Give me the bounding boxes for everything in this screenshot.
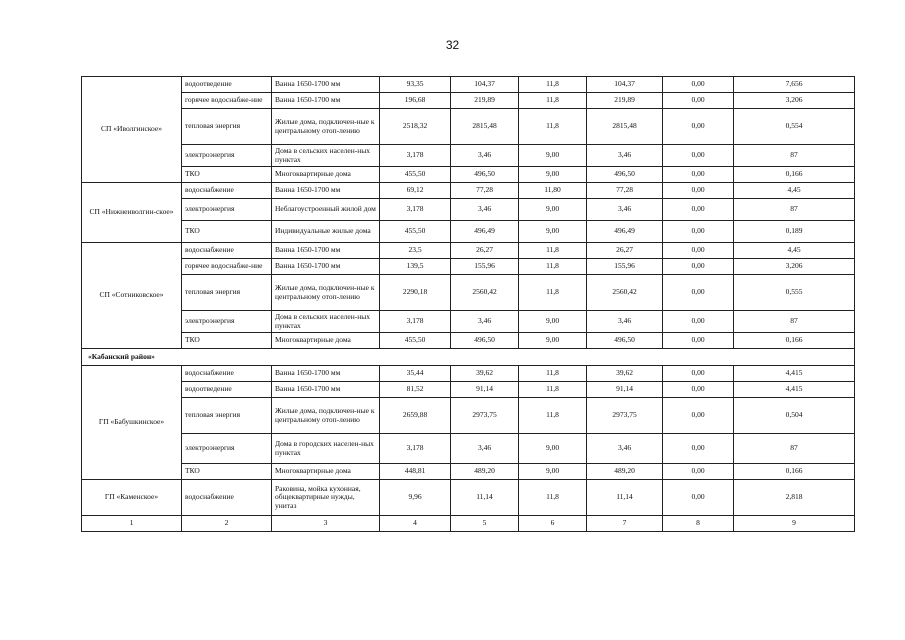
value-cell-v5: 2973,75 [451,398,519,434]
service-cell: водоснабжение [182,480,272,516]
table-row [82,221,855,243]
value-cell-v8: 0,00 [663,145,734,167]
value-cell-v8: 0,00 [663,199,734,221]
value-cell-v5: 26,27 [451,243,519,259]
table-row [82,398,855,434]
consumer-cell: Многоквартирные дома [272,464,380,480]
value-cell-v7: 91,14 [587,382,663,398]
value-cell-v7: 3,46 [587,311,663,333]
table-row [82,275,855,311]
value-cell-v7: 3,46 [587,199,663,221]
column-number-cell: 1 [82,516,182,532]
consumer-cell: Многоквартирные дома [272,167,380,183]
value-cell-v6: 11,8 [519,243,587,259]
value-cell-v8: 0,00 [663,333,734,349]
value-cell-v8: 0,00 [663,221,734,243]
service-cell: горячее водоснабже-ние [182,93,272,109]
tariff-table [81,76,855,532]
service-cell: электроэнергия [182,199,272,221]
table-row [82,311,855,333]
value-cell-v4: 3,178 [380,199,451,221]
value-cell-v8: 0,00 [663,366,734,382]
value-cell-v5: 104,37 [451,77,519,93]
value-cell-v6: 11,8 [519,77,587,93]
service-cell: водоснабжение [182,366,272,382]
value-cell-v8: 0,00 [663,480,734,516]
service-cell: ТКО [182,167,272,183]
value-cell-v8: 0,00 [663,77,734,93]
value-cell-v9: 87 [734,311,855,333]
value-cell-v6: 11,8 [519,366,587,382]
value-cell-v9: 0,166 [734,333,855,349]
settlement-cell: ГП «Каменское» [82,480,182,516]
value-cell-v4: 2518,32 [380,109,451,145]
settlement-cell: СП «Иволгинское» [82,77,182,183]
consumer-cell: Индивидуальные жилые дома [272,221,380,243]
table-row [82,93,855,109]
value-cell-v9: 4,45 [734,183,855,199]
service-cell: ТКО [182,464,272,480]
value-cell-v6: 9,00 [519,167,587,183]
table-row [82,167,855,183]
value-cell-v8: 0,00 [663,243,734,259]
value-cell-v8: 0,00 [663,464,734,480]
value-cell-v5: 489,20 [451,464,519,480]
value-cell-v5: 496,49 [451,221,519,243]
table-row [82,199,855,221]
value-cell-v9: 87 [734,199,855,221]
value-cell-v6: 9,00 [519,221,587,243]
value-cell-v9: 2,818 [734,480,855,516]
value-cell-v4: 455,50 [380,333,451,349]
value-cell-v7: 2815,48 [587,109,663,145]
value-cell-v7: 219,89 [587,93,663,109]
value-cell-v4: 196,68 [380,93,451,109]
value-cell-v4: 93,35 [380,77,451,93]
value-cell-v5: 2560,42 [451,275,519,311]
value-cell-v5: 2815,48 [451,109,519,145]
value-cell-v8: 0,00 [663,109,734,145]
settlement-cell: СП «Сотниковское» [82,243,182,349]
value-cell-v9: 0,555 [734,275,855,311]
value-cell-v4: 3,178 [380,311,451,333]
value-cell-v6: 11,8 [519,480,587,516]
consumer-cell: Ванна 1650-1700 мм [272,366,380,382]
consumer-cell: Ванна 1650-1700 мм [272,382,380,398]
section-row [82,349,855,366]
value-cell-v9: 4,45 [734,243,855,259]
value-cell-v4: 23,5 [380,243,451,259]
value-cell-v7: 77,28 [587,183,663,199]
value-cell-v5: 77,28 [451,183,519,199]
value-cell-v5: 3,46 [451,434,519,464]
consumer-cell: Раковина, мойка кухонная, общеквартирные нужды, унитаз [272,480,380,516]
value-cell-v5: 155,96 [451,259,519,275]
value-cell-v4: 35,44 [380,366,451,382]
consumer-cell: Ванна 1650-1700 мм [272,183,380,199]
value-cell-v6: 9,00 [519,145,587,167]
value-cell-v4: 9,96 [380,480,451,516]
value-cell-v6: 11,8 [519,398,587,434]
table-row [82,259,855,275]
column-number-cell: 4 [380,516,451,532]
table-row [82,366,855,382]
consumer-cell: Ванна 1650-1700 мм [272,77,380,93]
table-row [82,109,855,145]
value-cell-v8: 0,00 [663,183,734,199]
value-cell-v9: 4,415 [734,382,855,398]
value-cell-v7: 39,62 [587,366,663,382]
service-cell: тепловая энергия [182,109,272,145]
service-cell: водоснабжение [182,243,272,259]
service-cell: водоотведение [182,77,272,93]
table-row [82,464,855,480]
service-cell: водоотведение [182,382,272,398]
value-cell-v7: 3,46 [587,434,663,464]
value-cell-v5: 11,14 [451,480,519,516]
value-cell-v9: 4,415 [734,366,855,382]
value-cell-v6: 9,00 [519,333,587,349]
value-cell-v8: 0,00 [663,434,734,464]
table-row [82,333,855,349]
service-cell: ТКО [182,333,272,349]
consumer-cell: Дома в сельских населен-ных пунктах [272,145,380,167]
value-cell-v6: 11,8 [519,109,587,145]
section-title: «Кабанский район» [82,349,855,366]
service-cell: ТКО [182,221,272,243]
value-cell-v5: 219,89 [451,93,519,109]
table-row [82,434,855,464]
page-number: 32 [445,38,460,52]
value-cell-v9: 0,554 [734,109,855,145]
value-cell-v9: 7,656 [734,77,855,93]
value-cell-v9: 3,206 [734,93,855,109]
table-body [82,77,855,532]
value-cell-v7: 489,20 [587,464,663,480]
value-cell-v4: 2290,18 [380,275,451,311]
value-cell-v5: 3,46 [451,145,519,167]
value-cell-v4: 69,12 [380,183,451,199]
table-row [82,382,855,398]
column-number-cell: 8 [663,516,734,532]
value-cell-v7: 155,96 [587,259,663,275]
value-cell-v9: 0,166 [734,167,855,183]
value-cell-v5: 3,46 [451,199,519,221]
value-cell-v4: 81,52 [380,382,451,398]
value-cell-v7: 104,37 [587,77,663,93]
value-cell-v6: 9,00 [519,311,587,333]
column-number-cell: 6 [519,516,587,532]
value-cell-v6: 9,00 [519,434,587,464]
value-cell-v5: 496,50 [451,167,519,183]
column-number-cell: 7 [587,516,663,532]
consumer-cell: Ванна 1650-1700 мм [272,259,380,275]
value-cell-v9: 3,206 [734,259,855,275]
table-row [82,183,855,199]
value-cell-v5: 91,14 [451,382,519,398]
service-cell: горячее водоснабже-ние [182,259,272,275]
column-number-cell: 2 [182,516,272,532]
consumer-cell: Дома в сельских населен-ных пунктах [272,311,380,333]
value-cell-v9: 87 [734,145,855,167]
value-cell-v9: 0,166 [734,464,855,480]
consumer-cell: Дома в городских населен-ных пунктах [272,434,380,464]
table-row [82,77,855,93]
value-cell-v4: 455,50 [380,167,451,183]
value-cell-v8: 0,00 [663,167,734,183]
column-number-cell: 5 [451,516,519,532]
value-cell-v8: 0,00 [663,275,734,311]
service-cell: электроэнергия [182,311,272,333]
value-cell-v6: 9,00 [519,199,587,221]
value-cell-v6: 11,8 [519,275,587,311]
value-cell-v7: 11,14 [587,480,663,516]
value-cell-v4: 455,50 [380,221,451,243]
consumer-cell: Жилые дома, подключен-ные к центральному отоп-лению [272,275,380,311]
value-cell-v5: 3,46 [451,311,519,333]
column-number-cell: 3 [272,516,380,532]
service-cell: тепловая энергия [182,275,272,311]
service-cell: водоснабжение [182,183,272,199]
value-cell-v8: 0,00 [663,382,734,398]
value-cell-v6: 11,8 [519,93,587,109]
value-cell-v4: 139,5 [380,259,451,275]
value-cell-v9: 87 [734,434,855,464]
table-row [82,243,855,259]
service-cell: электроэнергия [182,434,272,464]
value-cell-v4: 2659,88 [380,398,451,434]
value-cell-v5: 39,62 [451,366,519,382]
consumer-cell: Неблагоустроенный жилой дом [272,199,380,221]
value-cell-v7: 2560,42 [587,275,663,311]
value-cell-v6: 9,00 [519,464,587,480]
value-cell-v8: 0,00 [663,93,734,109]
consumer-cell: Ванна 1650-1700 мм [272,93,380,109]
column-number-cell: 9 [734,516,855,532]
value-cell-v7: 496,50 [587,167,663,183]
value-cell-v9: 0,504 [734,398,855,434]
consumer-cell: Многоквартирные дома [272,333,380,349]
consumer-cell: Жилые дома, подключен-ные к центральному отоп-лению [272,109,380,145]
value-cell-v8: 0,00 [663,398,734,434]
value-cell-v5: 496,50 [451,333,519,349]
value-cell-v9: 0,189 [734,221,855,243]
value-cell-v7: 496,50 [587,333,663,349]
value-cell-v8: 0,00 [663,311,734,333]
value-cell-v4: 3,178 [380,145,451,167]
consumer-cell: Жилые дома, подключен-ные к центральному отоп-лению [272,398,380,434]
service-cell: тепловая энергия [182,398,272,434]
value-cell-v6: 11,8 [519,259,587,275]
service-cell: электроэнергия [182,145,272,167]
table-row [82,480,855,516]
value-cell-v7: 26,27 [587,243,663,259]
value-cell-v7: 496,49 [587,221,663,243]
value-cell-v7: 3,46 [587,145,663,167]
value-cell-v6: 11,80 [519,183,587,199]
value-cell-v4: 448,81 [380,464,451,480]
value-cell-v4: 3,178 [380,434,451,464]
settlement-cell: СП «Нижнеиволгин-ское» [82,183,182,243]
consumer-cell: Ванна 1650-1700 мм [272,243,380,259]
table-row [82,145,855,167]
value-cell-v7: 2973,75 [587,398,663,434]
column-number-row [82,516,855,532]
value-cell-v6: 11,8 [519,382,587,398]
settlement-cell: ГП «Бабушкинское» [82,366,182,480]
value-cell-v8: 0,00 [663,259,734,275]
